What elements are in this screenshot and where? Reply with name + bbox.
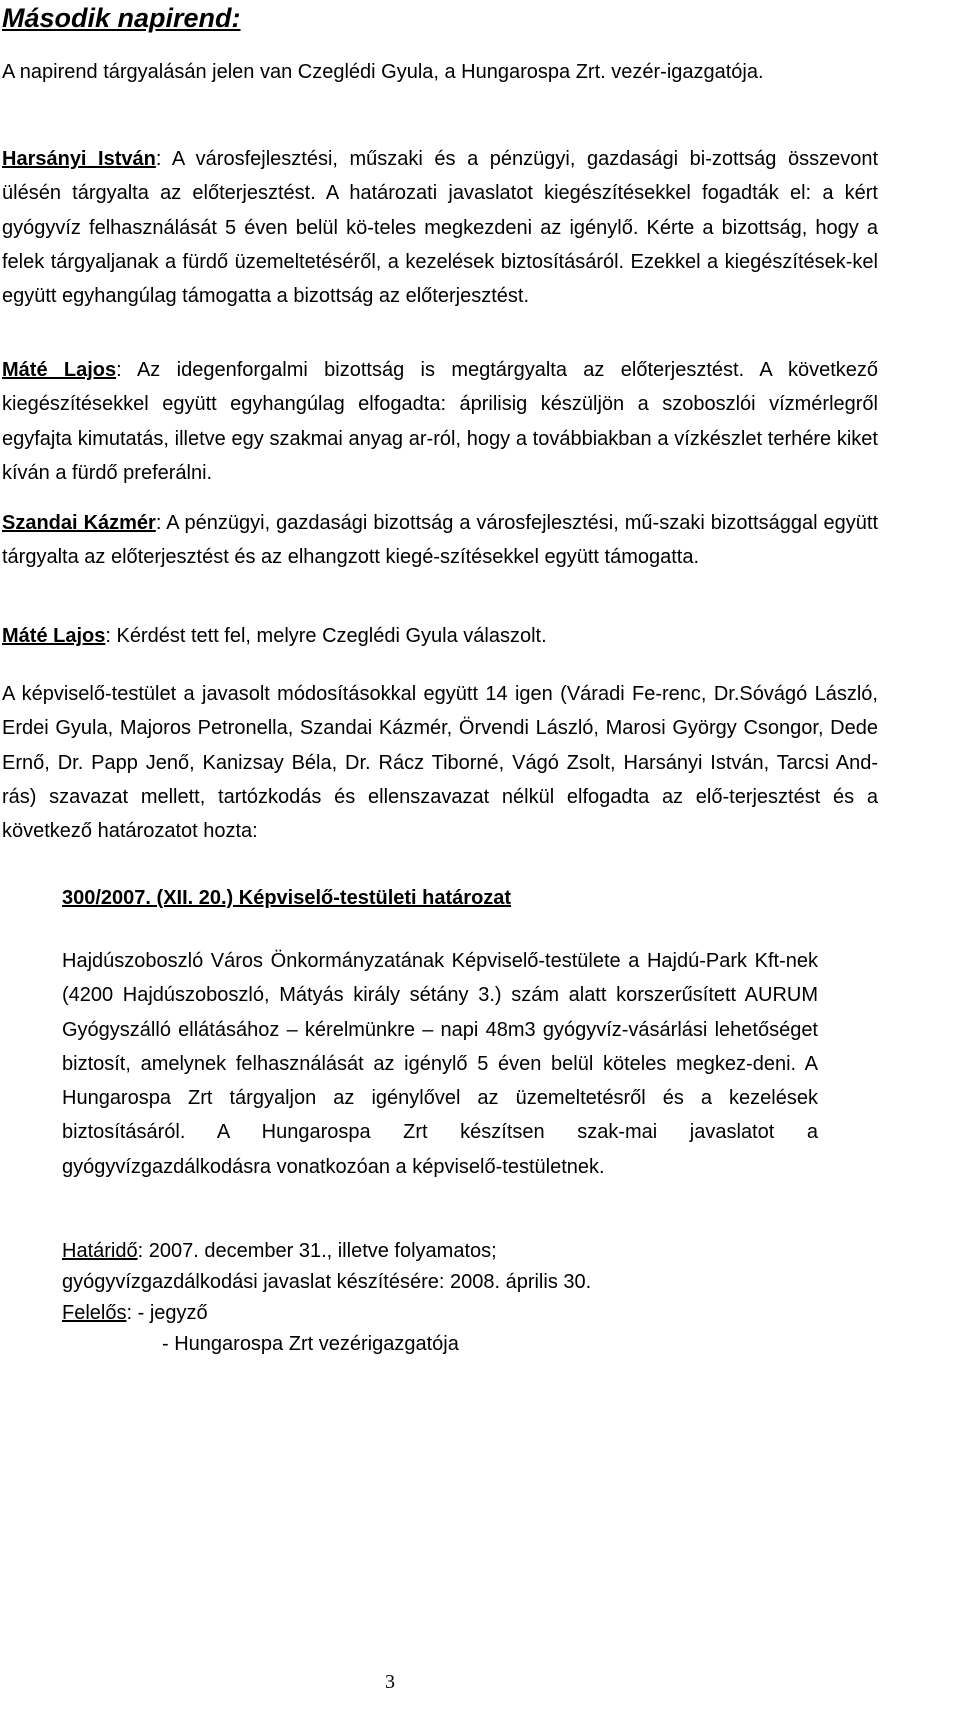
responsible-text: : - jegyző bbox=[126, 1302, 208, 1324]
speaker-statement: : Az idegenforgalmi bizottság is megtárgyalta az előterjesztést. A következő kiegészítésekkel együtt egyhangúlag elfogadta: áprilisig készüljön a szoboszlói vízmérlegről egyfajta kimutatás, illetve egy szakmai anyag ar-ról, hogy a továbbiakban a vízkészlet terhére kiket kíván a fürdő preferálni. bbox=[2, 359, 879, 484]
resolution-body: Hajdúszoboszló Város Önkormányzatának Képviselő-testülete a Hajdú-Park Kft-nek (4200 Hajdúszoboszló, Mátyás király sétány 3.) szám alatt korszerűsített AURUM Gyógyszálló ellátásához – kérelmünkre – napi 48m3 gyógyvíz-vásárlási lehetőséget biztosít, amelynek felhasználását az igénylő 5 éven belül köteles megkez-deni. A Hungarospa Zrt tárgyaljon az igénylővel az üzemeltetésről és a kezelések biztosításáról. A Hungarospa Zrt készítsen szak-mai javaslatot a gyógyvízgazdálkodásra vonatkozóan a képviselő-testületnek. bbox=[62, 950, 818, 1178]
speaker-name: Máté Lajos bbox=[2, 625, 106, 647]
page-number: 3 bbox=[385, 1671, 395, 1693]
resolution-deadline-block bbox=[62, 1236, 862, 1360]
speaker-statement: : Kérdést tett fel, melyre Czeglédi Gyula válaszolt. bbox=[105, 625, 547, 647]
resolution-title: 300/2007. (XII. 20.) Képviselő-testületi határozat bbox=[62, 887, 512, 909]
paragraph-vote: A képviselő-testület a javasolt módosításokkal együtt 14 igen (Váradi Fe-renc, Dr.Sóvágó László, Erdei Gyula, Majoros Petronella, Szandai Kázmér, Örvendi László, Marosi György Csongor, Dede Ernő, Dr. Papp Jenő, Kanizsay Béla, Dr. Rácz Tiborné, Vágó Zsolt, Harsányi István, Tarcsi And-rás) szavazat mellett, tartózkodás és ellenszavazat nélkül elfogadta az elő-terjesztést és a következő határozatot hozta: bbox=[2, 683, 878, 843]
speaker-name: Harsányi István bbox=[2, 148, 156, 170]
responsible-line-2: - Hungarospa Zrt vezérigazgatója bbox=[162, 1333, 459, 1355]
deadline-label: Határidő bbox=[62, 1240, 138, 1262]
responsible-line bbox=[62, 1298, 862, 1329]
speaker-name: Szandai Kázmér bbox=[2, 512, 156, 534]
responsible-label: Felelős bbox=[62, 1302, 127, 1324]
speaker-statement: : A pénzügyi, gazdasági bizottság a városfejlesztési, mű-szaki bizottsággal együtt tárgyalta az előterjesztést és az elhangzott kiegé-szítésekkel együtt támogatta. bbox=[2, 512, 878, 569]
deadline-line bbox=[62, 1236, 862, 1267]
speaker-name: Máté Lajos bbox=[2, 359, 117, 381]
paragraph-mate-2 bbox=[2, 619, 878, 653]
deadline-text: : 2007. december 31., illetve folyamatos; bbox=[137, 1240, 497, 1262]
speaker-statement: : A városfejlesztési, műszaki és a pénzügyi, gazdasági bi-zottság összevont ülésén tárgyalta az előterjesztést. A határozati javaslatot kiegészítésekkel fogadták el: a kért gyógyvíz felhasználását 5 éven belül kö-teles megkezdeni az igénylő. Kérte a bizottság, hogy a felek tárgyaljanak a fürdő üzemeltetéséről, a kezelések biztosításáról. Ezekkel a kiegészítések-kel együtt egyhangúlag támogatta a bizottság az előterjesztést. bbox=[2, 148, 878, 308]
paragraph-mate-1 bbox=[2, 353, 878, 490]
agenda-heading: Második napirend: bbox=[2, 3, 241, 33]
paragraph-harsanyi bbox=[2, 142, 878, 313]
paragraph-szandai bbox=[2, 506, 878, 575]
paragraph-attendance: A napirend tárgyalásán jelen van Czeglédi Gyula, a Hungarospa Zrt. vezér-igazgatója. bbox=[2, 61, 764, 83]
deadline-line-2: gyógyvízgazdálkodási javaslat készítésére: 2008. április 30. bbox=[62, 1271, 592, 1293]
